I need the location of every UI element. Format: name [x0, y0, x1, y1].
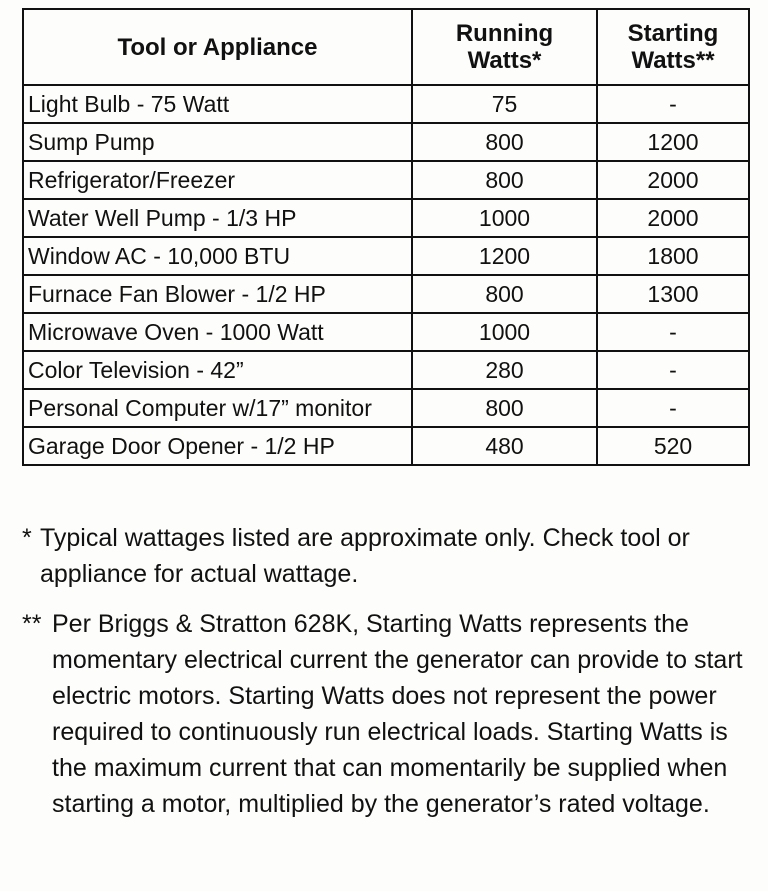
table-row: [23, 161, 749, 199]
running-watts-cell: 800: [412, 275, 597, 313]
tool-cell: Light Bulb - 75 Watt: [23, 85, 412, 123]
tool-cell: Refrigerator/Freezer: [23, 161, 412, 199]
header-starting-watts: Starting Watts**: [597, 9, 749, 85]
starting-watts-cell: -: [597, 389, 749, 427]
table-row: [23, 199, 749, 237]
tool-cell: Window AC - 10,000 BTU: [23, 237, 412, 275]
starting-watts-cell: 1800: [597, 237, 749, 275]
footnote-text: Typical wattages listed are approximate only. Check tool or appliance for actual wattage.: [40, 524, 690, 588]
running-watts-cell: 1000: [412, 199, 597, 237]
running-watts-cell: 800: [412, 389, 597, 427]
starting-watts-cell: -: [597, 85, 749, 123]
running-watts-cell: 800: [412, 161, 597, 199]
header-tool: Tool or Appliance: [23, 9, 412, 85]
tool-cell: Sump Pump: [23, 123, 412, 161]
tool-cell: Microwave Oven - 1000 Watt: [23, 313, 412, 351]
table-row: [23, 427, 749, 465]
tool-cell: Color Television - 42”: [23, 351, 412, 389]
tool-cell: Furnace Fan Blower - 1/2 HP: [23, 275, 412, 313]
table-row: [23, 237, 749, 275]
footnote-marker: **: [22, 610, 42, 638]
wattage-table: [22, 8, 750, 466]
running-watts-cell: 1000: [412, 313, 597, 351]
table-row: [23, 85, 749, 123]
starting-watts-cell: 1300: [597, 275, 749, 313]
footnote-starting-watts: [22, 606, 748, 822]
footnote-marker: *: [22, 524, 32, 552]
table-row: [23, 313, 749, 351]
starting-watts-cell: 520: [597, 427, 749, 465]
starting-watts-cell: 2000: [597, 161, 749, 199]
footnote-running-watts: [22, 520, 748, 592]
table-row: [23, 123, 749, 161]
running-watts-cell: 75: [412, 85, 597, 123]
table-row: [23, 275, 749, 313]
starting-watts-cell: 2000: [597, 199, 749, 237]
running-watts-cell: 480: [412, 427, 597, 465]
starting-watts-cell: 1200: [597, 123, 749, 161]
running-watts-cell: 1200: [412, 237, 597, 275]
running-watts-cell: 280: [412, 351, 597, 389]
tool-cell: Water Well Pump - 1/3 HP: [23, 199, 412, 237]
footnote-text: Per Briggs & Stratton 628K, Starting Watts represents the momentary electrical current the generator can provide to start electric motors. Starting Watts does not represent the power required to continuously run electrical loads. Starting Watts is the maximum current that can momentarily be supplied when starting a motor, multiplied by the generator’s rated voltage.: [52, 610, 743, 818]
header-running-watts: Running Watts*: [412, 9, 597, 85]
starting-watts-cell: -: [597, 313, 749, 351]
table-row: [23, 389, 749, 427]
running-watts-cell: 800: [412, 123, 597, 161]
footnotes: [22, 520, 748, 836]
starting-watts-cell: -: [597, 351, 749, 389]
tool-cell: Personal Computer w/17” monitor: [23, 389, 412, 427]
table-header-row: [23, 9, 749, 85]
table-row: [23, 351, 749, 389]
tool-cell: Garage Door Opener - 1/2 HP: [23, 427, 412, 465]
